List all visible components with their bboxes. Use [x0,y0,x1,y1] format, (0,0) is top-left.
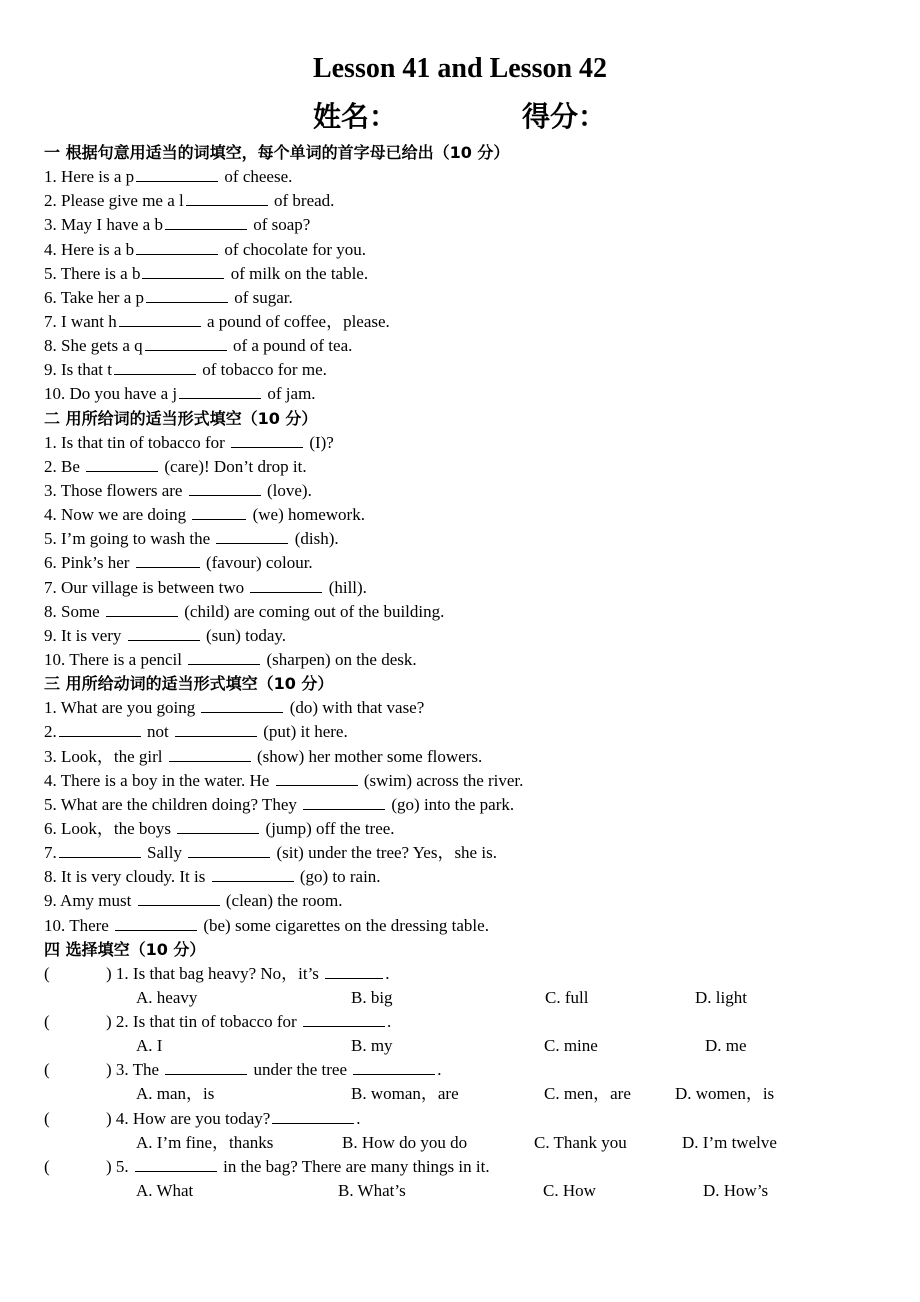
s4-question-4: ( ) 4. How are you today? . [44,1107,904,1131]
option-c[interactable]: C. How [543,1181,596,1201]
s1-item-2: 2. Please give me a l of bread. [44,191,335,211]
answer-blank[interactable] [115,914,197,931]
s1-item-1: 1. Here is a p of cheese. [44,167,293,187]
option-a[interactable]: A. I’m fine，thanks [136,1132,274,1152]
s4-options-5 [44,1179,904,1203]
answer-blank[interactable] [231,431,303,448]
s3-item-7: 7. Sally (sit) under the tree? Yes，she is. [44,843,497,863]
answer-blank[interactable] [135,1155,217,1172]
option-b[interactable]: B. big [351,987,393,1007]
option-b[interactable]: B. How do you do [342,1132,468,1152]
answer-blank[interactable] [212,865,294,882]
option-d[interactable]: D. me [705,1036,747,1056]
s1-item-5: 5. There is a b of milk on the table. [44,263,369,283]
answer-blank[interactable] [192,503,246,520]
s3-item-6: 6. Look，the boys (jump) off the tree. [44,818,395,838]
answer-blank[interactable] [138,889,220,906]
option-a[interactable]: A. I [136,1036,163,1056]
answer-blank[interactable] [186,189,268,206]
option-c[interactable]: C. Thank you [534,1132,627,1152]
page-title: Lesson 41 and Lesson 42 [312,53,608,84]
s4-question-5: ( ) 5. in the bag? There are many things in it. [44,1155,904,1179]
answer-paren[interactable]: ( [44,1060,50,1080]
s2-item-2: 2. Be (care)! Don’t drop it. [44,456,307,476]
s1-item-7: 7. I want h a pound of coffee，please. [44,311,390,331]
s3-item-3: 3. Look，the girl (show) her mother some flowers. [44,746,483,766]
s4-options-3 [44,1082,904,1106]
s4-question-3: ( ) 3. The under the tree . [44,1058,904,1082]
s1-item-10: 10. Do you have a j of jam. [44,384,316,404]
s2-item-8: 8. Some (child) are coming out of the building. [44,601,445,621]
answer-paren[interactable]: ( [44,1012,50,1032]
score-label: 得分： [522,100,607,133]
s1-item-9: 9. Is that t of tobacco for me. [44,360,327,380]
s1-item-8: 8. She gets a q of a pound of tea. [44,336,353,356]
answer-blank[interactable] [177,817,259,834]
answer-blank[interactable] [114,358,196,375]
answer-blank[interactable] [86,455,158,472]
option-c[interactable]: C. men，are [544,1084,631,1104]
option-a[interactable]: A. heavy [136,987,198,1007]
s2-item-4: 4. Now we are doing (we) homework. [44,505,365,525]
answer-blank[interactable] [325,962,383,979]
option-c[interactable]: C. full [545,987,589,1007]
answer-blank[interactable] [165,1058,247,1075]
s3-item-2: 2. not (put) it here. [44,722,348,742]
s3-item-1: 1. What are you going (do) with that vase? [44,698,425,718]
answer-blank[interactable] [201,696,283,713]
answer-blank[interactable] [106,600,178,617]
s4-question-1: ( ) 1. Is that bag heavy? No，it’s . [44,962,904,986]
s4-options-2 [44,1034,904,1058]
answer-blank[interactable] [188,648,260,665]
option-d[interactable]: D. light [695,987,747,1007]
answer-blank[interactable] [142,262,224,279]
answer-paren[interactable]: ( [44,963,50,983]
answer-blank[interactable] [136,551,200,568]
s3-item-5: 5. What are the children doing? They (go) into the park. [44,794,515,814]
option-a[interactable]: A. man，is [136,1084,215,1104]
answer-blank[interactable] [169,745,251,762]
answer-blank[interactable] [303,1010,385,1027]
answer-blank[interactable] [179,382,261,399]
s1-item-4: 4. Here is a b of chocolate for you. [44,239,367,259]
s3-item-4: 4. There is a boy in the water. He (swim) across the river. [44,770,524,790]
option-a[interactable]: A. What [136,1181,194,1201]
answer-blank[interactable] [250,576,322,593]
worksheet-content [44,141,904,1203]
section-4-heading: 四 选择填空（10 分） [44,939,206,959]
answer-blank[interactable] [59,720,141,737]
s3-item-10: 10. There (be) some cigarettes on the dressing table. [44,915,489,935]
answer-blank[interactable] [145,334,227,351]
option-d[interactable]: D. I’m twelve [682,1132,777,1152]
s1-item-6: 6. Take her a p of sugar. [44,287,293,307]
option-b[interactable]: B. woman，are [351,1084,459,1104]
s2-item-5: 5. I’m going to wash the (dish). [44,529,339,549]
answer-blank[interactable] [188,841,270,858]
answer-paren[interactable]: ( [44,1156,50,1176]
answer-blank[interactable] [303,793,385,810]
name-label: 姓名： [313,100,398,133]
s2-item-7: 7. Our village is between two (hill). [44,577,367,597]
answer-blank[interactable] [165,213,247,230]
s3-item-8: 8. It is very cloudy. It is (go) to rain. [44,867,381,887]
s1-item-3: 3. May I have a b of soap? [44,215,311,235]
answer-blank[interactable] [119,310,201,327]
section-1-heading: 一 根据句意用适当的词填空，每个单词的首字母已给出（10 分） [44,143,510,162]
answer-blank[interactable] [128,624,200,641]
s2-item-3: 3. Those flowers are (love). [44,480,312,500]
answer-blank[interactable] [175,720,257,737]
option-b[interactable]: B. my [351,1036,393,1056]
s3-item-9: 9. Amy must (clean) the room. [44,891,343,911]
option-c[interactable]: C. mine [544,1036,598,1056]
answer-blank[interactable] [353,1058,435,1075]
name-score-line [0,100,920,136]
answer-blank[interactable] [59,841,141,858]
option-d[interactable]: D. How’s [703,1181,769,1201]
s2-item-9: 9. It is very (sun) today. [44,625,287,645]
answer-blank[interactable] [272,1107,354,1124]
section-3-heading: 三 用所给动词的适当形式填空（10 分） [44,674,334,694]
answer-blank[interactable] [189,479,261,496]
s2-item-1: 1. Is that tin of tobacco for (I)? [44,432,334,452]
s2-item-6: 6. Pink’s her (favour) colour. [44,553,313,573]
answer-blank[interactable] [136,165,218,182]
answer-blank[interactable] [216,527,288,544]
answer-blank[interactable] [276,769,358,786]
s4-options-1 [44,986,904,1010]
option-b[interactable]: B. What’s [338,1181,406,1201]
s2-item-10: 10. There is a pencil (sharpen) on the desk. [44,649,417,669]
s4-question-2: ( ) 2. Is that tin of tobacco for . [44,1010,904,1034]
answer-paren[interactable]: ( [44,1108,50,1128]
option-d[interactable]: D. women，is [675,1084,775,1104]
section-2-heading: 二 用所给词的适当形式填空（10 分） [44,408,318,428]
s4-options-4 [44,1131,904,1155]
answer-blank[interactable] [146,286,228,303]
answer-blank[interactable] [136,238,218,255]
